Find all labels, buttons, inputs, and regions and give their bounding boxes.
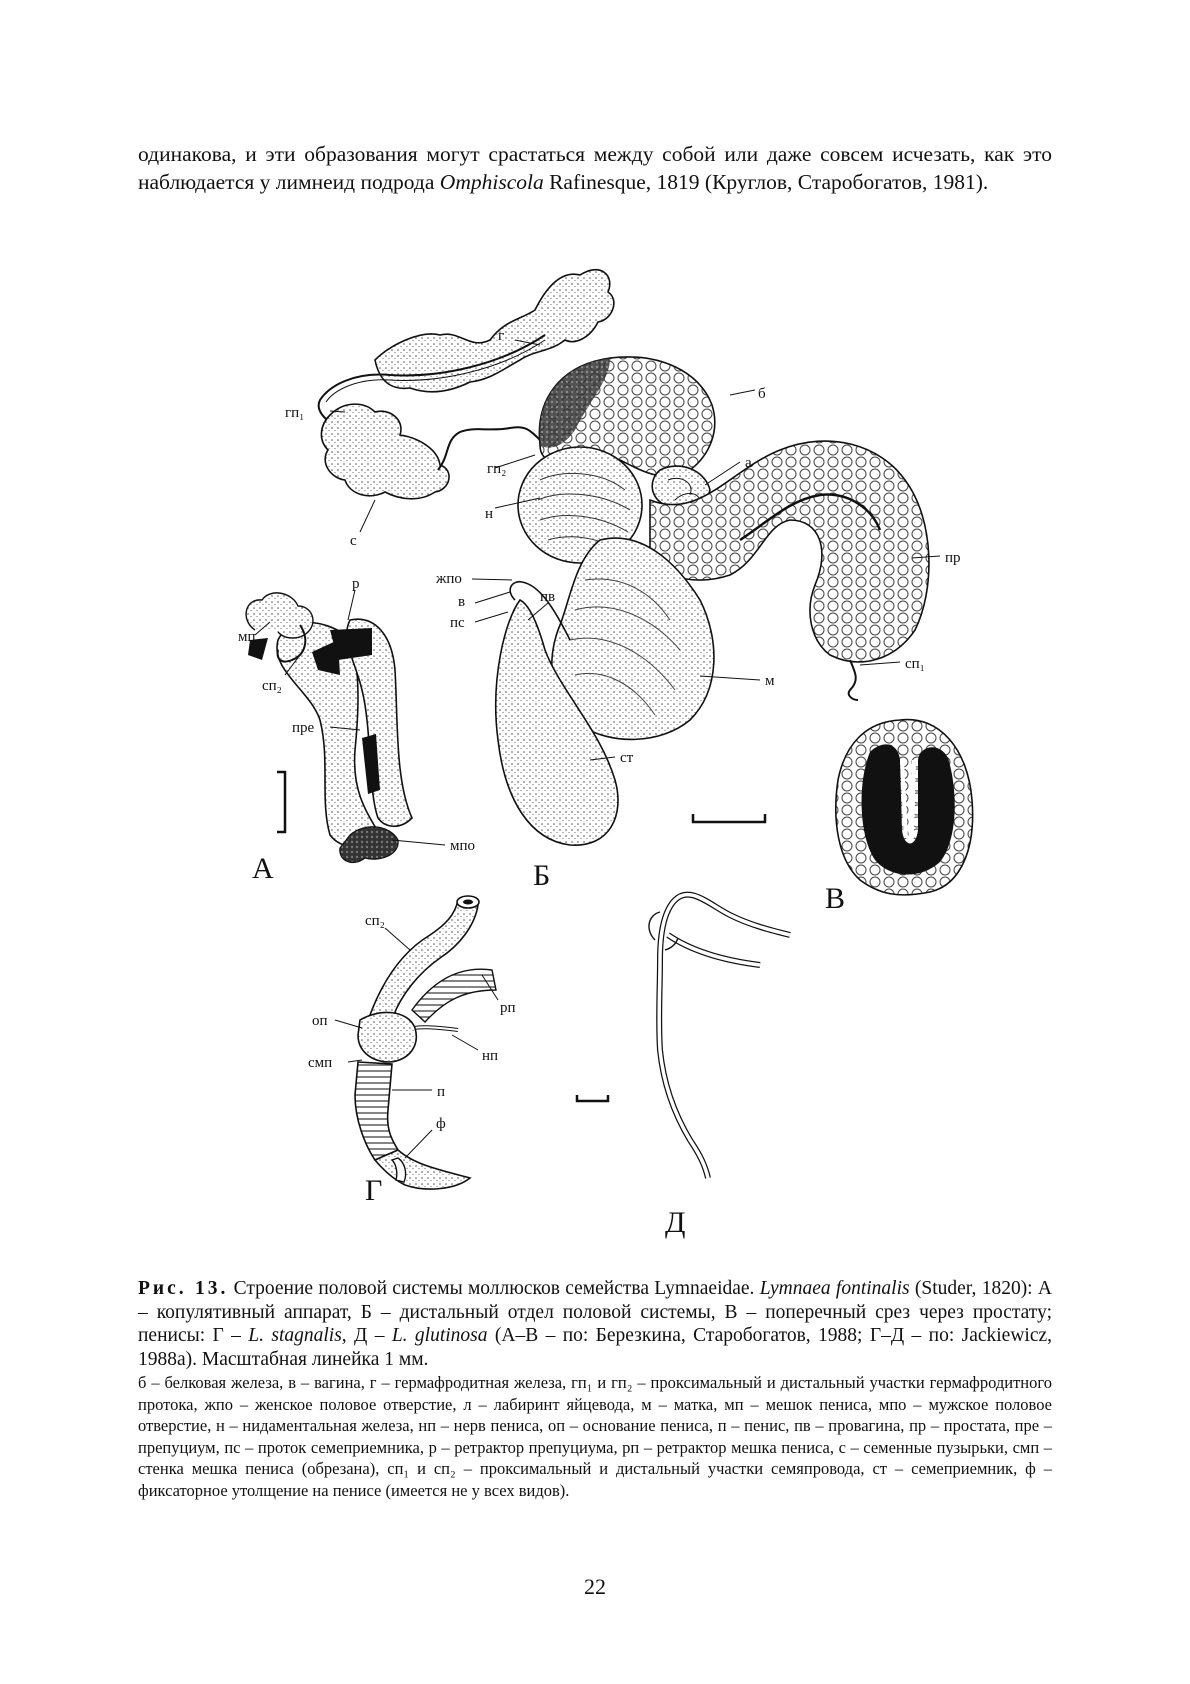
penis [375,1150,470,1189]
label-rp: рп [500,1000,516,1016]
label-st: ст [620,750,634,766]
label-p: п [437,1084,446,1100]
panel-letter-b: Б [533,859,551,892]
intro-genus: Omphiscola [439,170,544,194]
label-pre: пре [292,720,315,736]
caption-text-1: Строение половой системы моллюсков семейства Lymnaeidae. [228,1278,760,1299]
caption-species-2: L. stagnalis [248,1325,342,1346]
panel-letter-g: Г [365,1174,383,1207]
intro-text-2: Rafinesque, 1819 (Круглов, Старобогатов, 1981). [543,170,989,194]
label-zhpo: жпо [436,571,462,587]
label-v: в [458,594,466,610]
abbreviation-legend: б – белковая железа, в – вагина, г – гермафродитная железа, гп₁ и гп₂ – проксимальный и дистальный участки гермафродитного протока, жпо – женское половое отверстие, л – лабиринт яйцевода, м – матка, мп – мешок пениса, мпо – мужское половое отверстие, н – нидаментальная железа, нп – нерв пениса, оп – основание пениса, п – пенис, пв – провагина, пр – простата, пре – препуциум, пс – проток семеприемника, р – ретрактор препуциума, рп – ретрактор мешка пениса, с – семенные пузырьки, смп – стенка мешка пениса (обрезана), сп₁ и сп₂ – проксимальный и дистальный участки семяпровода, ст – семеприемник, ф – фиксаторное утолщение на пенисе (имеется не у всех видов). [138,1373,1052,1500]
penis-sac-wall [355,1062,398,1160]
label-f: ф [436,1116,446,1132]
caption-species-1: Lymnaea fontinalis [759,1278,910,1299]
label-sp2-a: сп₂ [262,678,282,694]
seminal-vesicles [321,404,449,499]
scale-bar-b [693,814,765,822]
label-mpo: мпо [450,838,476,854]
label-mp: мп [238,629,256,645]
panel-letter-a: А [252,852,274,885]
label-np: нп [482,1048,499,1064]
panel-letter-d: Д [665,1206,686,1239]
label-pr: пр [945,550,961,566]
scale-bar-g [577,1095,608,1101]
label-sp1: сп₁ [905,656,925,672]
page-number: 22 [584,1574,606,1599]
panel-v-drawing [836,720,973,895]
retractor-glutinosa [668,935,760,965]
label-sp2-g: сп₂ [365,913,385,929]
label-g: г [498,328,505,344]
figure-caption [138,1277,1052,1371]
label-r: р [352,576,360,592]
scale-bar-a [277,772,285,832]
caption-text-4: (А–В – по: Березкина, Старобогатов, 1988; Г–Д – по: Jackiewicz, 1988а). Масштабная линейка 1 мм. [138,1325,1053,1370]
label-ps: пс [450,615,465,631]
panel-g-drawing [355,896,608,1189]
caption-text-3: , Д – [341,1325,392,1346]
intro-text-1: одинакова, и эти образования могут срастаться между собой или даже совсем исчезать, как это наблюдается у лимнеид подрода [138,142,1052,194]
sperm-duct-glutinosa [660,895,790,960]
label-op: оп [312,1013,328,1029]
label-n: н [485,506,494,522]
sperm-duct-proximal [849,660,858,700]
label-b: б [758,386,766,402]
label-smp: смп [308,1055,333,1071]
panel-letter-v: В [825,882,846,915]
figure-number: Рис. 13. [138,1278,229,1299]
penis-glutinosa [659,960,708,1178]
label-gp2: гп₂ [487,461,507,477]
caption-text-2: (Studer, 1820): А – копулятивный аппарат, Б – дистальный отдел половой системы, В – поперечный срез через простату; пенисы: Г – [138,1278,1052,1346]
panel-a-drawing [246,593,412,863]
label-gp1: гп₁ [285,405,305,421]
label-m: м [765,673,775,689]
label-s: с [350,533,357,549]
caption-species-3: L. glutinosa [391,1325,488,1346]
panel-d-drawing [649,895,790,1178]
penis-base [358,1012,416,1062]
label-pv: пв [540,589,556,605]
label-a: а [745,455,752,471]
